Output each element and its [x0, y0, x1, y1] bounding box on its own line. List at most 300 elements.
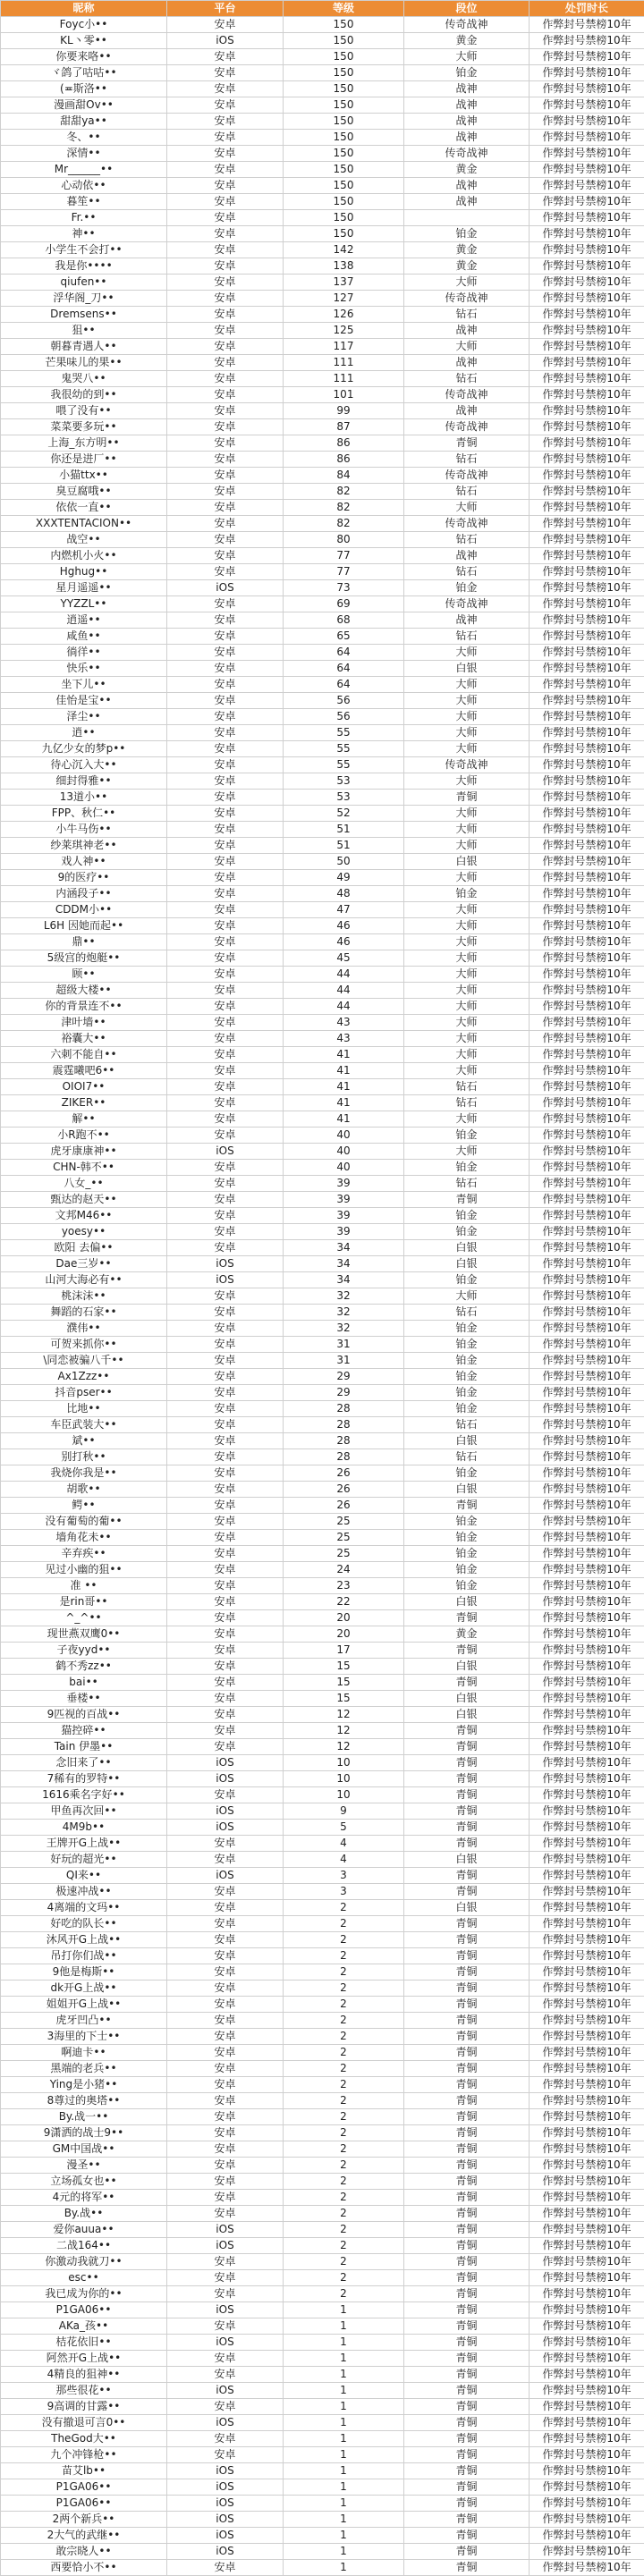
cell-penalty: 作弊封号禁榜10年	[530, 645, 644, 661]
cell-platform: 安卓	[167, 1707, 284, 1723]
table-row	[1, 1739, 644, 1755]
cell-platform: iOS	[167, 2496, 284, 2512]
cell-platform: 安卓	[167, 17, 284, 33]
cell-penalty: 作弊封号禁榜10年	[530, 1771, 644, 1787]
table-row	[1, 2206, 644, 2222]
cell-nickname: 吊打你们战••	[1, 1948, 167, 1964]
table-row	[1, 2222, 644, 2238]
cell-platform: 安卓	[167, 65, 284, 81]
table-row	[1, 1256, 644, 1272]
table-row	[1, 661, 644, 677]
cell-rank: 青铜	[404, 2512, 530, 2528]
cell-level: 2	[284, 2061, 404, 2077]
cell-nickname: 菜菜要多玩••	[1, 419, 167, 435]
table-row	[1, 435, 644, 452]
cell-rank: 青铜	[404, 2335, 530, 2351]
cell-rank: 大师	[404, 870, 530, 886]
cell-level: 39	[284, 1208, 404, 1224]
table-row	[1, 1401, 644, 1417]
cell-penalty: 作弊封号禁榜10年	[530, 2125, 644, 2141]
cell-level: 2	[284, 1981, 404, 1997]
cell-penalty: 作弊封号禁榜10年	[530, 2335, 644, 2351]
table-body	[1, 17, 644, 2576]
cell-penalty: 作弊封号禁榜10年	[530, 371, 644, 387]
cell-penalty: 作弊封号禁榜10年	[530, 918, 644, 934]
cell-platform: 安卓	[167, 242, 284, 258]
cell-penalty: 作弊封号禁榜10年	[530, 2399, 644, 2415]
cell-nickname: 文邦M46••	[1, 1208, 167, 1224]
cell-platform: iOS	[167, 2479, 284, 2496]
cell-penalty: 作弊封号禁榜10年	[530, 870, 644, 886]
cell-rank: 青铜	[404, 2351, 530, 2367]
table-row	[1, 612, 644, 629]
cell-rank: 白银	[404, 1900, 530, 1916]
cell-penalty: 作弊封号禁榜10年	[530, 2302, 644, 2318]
cell-level: 2	[284, 1964, 404, 1981]
cell-platform: 安卓	[167, 2013, 284, 2029]
cell-platform: 安卓	[167, 1337, 284, 1353]
table-row	[1, 1707, 644, 1723]
table-row	[1, 1820, 644, 1836]
cell-nickname: 垂楼••	[1, 1691, 167, 1707]
cell-rank: 黄金	[404, 1626, 530, 1643]
cell-rank: 白银	[404, 661, 530, 677]
cell-platform: 安卓	[167, 1787, 284, 1803]
table-row	[1, 419, 644, 435]
table-row	[1, 226, 644, 242]
cell-rank: 大师	[404, 1015, 530, 1031]
cell-rank: 青铜	[404, 1964, 530, 1981]
cell-level: 2	[284, 1948, 404, 1964]
cell-level: 1	[284, 2431, 404, 2447]
cell-penalty: 作弊封号禁榜10年	[530, 1433, 644, 1449]
cell-nickname: 墙角花未••	[1, 1530, 167, 1546]
cell-level: 56	[284, 709, 404, 725]
table-row	[1, 1610, 644, 1626]
cell-rank: 青铜	[404, 2029, 530, 2045]
cell-level: 12	[284, 1739, 404, 1755]
cell-level: 23	[284, 1578, 404, 1594]
cell-nickname: CHN-韩不••	[1, 1160, 167, 1176]
cell-nickname: 姐姐开G上战••	[1, 1997, 167, 2013]
cell-platform: 安卓	[167, 564, 284, 580]
header-rank: 段位	[404, 1, 530, 17]
cell-penalty: 作弊封号禁榜10年	[530, 194, 644, 210]
cell-platform: 安卓	[167, 870, 284, 886]
cell-platform: iOS	[167, 2528, 284, 2544]
cell-nickname: 神••	[1, 226, 167, 242]
cell-penalty: 作弊封号禁榜10年	[530, 596, 644, 612]
cell-penalty: 作弊封号禁榜10年	[530, 1530, 644, 1546]
cell-nickname: 鳄••	[1, 1498, 167, 1514]
cell-level: 2	[284, 2238, 404, 2254]
table-row	[1, 2174, 644, 2190]
cell-platform: 安卓	[167, 806, 284, 822]
cell-platform: 安卓	[167, 838, 284, 854]
cell-rank: 大师	[404, 1047, 530, 1063]
cell-level: 25	[284, 1546, 404, 1562]
cell-level: 34	[284, 1256, 404, 1272]
cell-level: 44	[284, 983, 404, 999]
cell-platform: 安卓	[167, 468, 284, 484]
cell-level: 86	[284, 435, 404, 452]
cell-rank: 白银	[404, 1594, 530, 1610]
cell-platform: 安卓	[167, 1417, 284, 1433]
cell-nickname: 斌••	[1, 1433, 167, 1449]
cell-platform: 安卓	[167, 1128, 284, 1144]
cell-platform: 安卓	[167, 371, 284, 387]
table-row	[1, 1771, 644, 1787]
cell-nickname: 你的背景连不••	[1, 999, 167, 1015]
cell-platform: 安卓	[167, 1739, 284, 1755]
cell-platform: 安卓	[167, 1208, 284, 1224]
cell-rank: 白银	[404, 1659, 530, 1675]
cell-level: 12	[284, 1723, 404, 1739]
cell-level: 1	[284, 2463, 404, 2479]
cell-penalty: 作弊封号禁榜10年	[530, 1256, 644, 1272]
table-row	[1, 950, 644, 967]
cell-platform: iOS	[167, 1771, 284, 1787]
cell-level: 43	[284, 1031, 404, 1047]
cell-nickname: 是rin哥••	[1, 1594, 167, 1610]
cell-rank: 钻石	[404, 564, 530, 580]
cell-rank: 青铜	[404, 2528, 530, 2544]
cell-level: 150	[284, 97, 404, 114]
cell-penalty: 作弊封号禁榜10年	[530, 2077, 644, 2093]
cell-platform: 安卓	[167, 886, 284, 902]
table-row	[1, 194, 644, 210]
cell-platform: 安卓	[167, 999, 284, 1015]
cell-platform: 安卓	[167, 1176, 284, 1192]
cell-level: 1	[284, 2302, 404, 2318]
cell-level: 2	[284, 2222, 404, 2238]
cell-penalty: 作弊封号禁榜10年	[530, 2544, 644, 2560]
cell-nickname: 敢宗晓人••	[1, 2544, 167, 2560]
cell-nickname: 逍••	[1, 725, 167, 741]
header-penalty: 处罚时长	[530, 1, 644, 17]
table-row	[1, 757, 644, 773]
cell-rank: 青铜	[404, 2125, 530, 2141]
cell-platform: 安卓	[167, 81, 284, 97]
table-row	[1, 822, 644, 838]
table-row	[1, 806, 644, 822]
table-row	[1, 242, 644, 258]
cell-platform: 安卓	[167, 355, 284, 371]
cell-penalty: 作弊封号禁榜10年	[530, 1916, 644, 1932]
table-row	[1, 2447, 644, 2463]
cell-rank: 黄金	[404, 242, 530, 258]
table-row	[1, 2254, 644, 2270]
cell-nickname: 4离端的文玛••	[1, 1900, 167, 1916]
cell-nickname: 黑端的老兵••	[1, 2061, 167, 2077]
cell-nickname: 4元的将军••	[1, 2190, 167, 2206]
cell-penalty: 作弊封号禁榜10年	[530, 1562, 644, 1578]
cell-rank: 青铜	[404, 2238, 530, 2254]
cell-penalty: 作弊封号禁榜10年	[530, 226, 644, 242]
cell-platform: 安卓	[167, 258, 284, 274]
cell-level: 2	[284, 1997, 404, 2013]
table-row	[1, 1465, 644, 1482]
cell-platform: 安卓	[167, 339, 284, 355]
table-row	[1, 2125, 644, 2141]
cell-nickname: \同恋被骗八千••	[1, 1353, 167, 1369]
cell-rank: 大师	[404, 822, 530, 838]
cell-level: 44	[284, 967, 404, 983]
table-row	[1, 2383, 644, 2399]
cell-penalty: 作弊封号禁榜10年	[530, 1610, 644, 1626]
cell-penalty: 作弊封号禁榜10年	[530, 2109, 644, 2125]
cell-level: 32	[284, 1321, 404, 1337]
cell-penalty: 作弊封号禁榜10年	[530, 387, 644, 403]
cell-platform: 安卓	[167, 1305, 284, 1321]
cell-nickname: 没有葡萄的葡••	[1, 1514, 167, 1530]
table-row	[1, 2431, 644, 2447]
cell-rank: 大师	[404, 934, 530, 950]
cell-rank: 黄金	[404, 258, 530, 274]
cell-nickname: 4M9b••	[1, 1820, 167, 1836]
cell-level: 51	[284, 822, 404, 838]
cell-penalty: 作弊封号禁榜10年	[530, 790, 644, 806]
cell-penalty: 作弊封号禁榜10年	[530, 1997, 644, 2013]
table-row	[1, 2318, 644, 2335]
cell-level: 4	[284, 1852, 404, 1868]
cell-platform: iOS	[167, 33, 284, 49]
cell-nickname: ヾ鸽了咕咕••	[1, 65, 167, 81]
cell-penalty: 作弊封号禁榜10年	[530, 2431, 644, 2447]
cell-platform: 安卓	[167, 484, 284, 500]
table-row	[1, 2077, 644, 2093]
table-row	[1, 307, 644, 323]
cell-level: 41	[284, 1111, 404, 1128]
cell-platform: 安卓	[167, 693, 284, 709]
cell-platform: 安卓	[167, 1192, 284, 1208]
cell-platform: 安卓	[167, 419, 284, 435]
table-row	[1, 2061, 644, 2077]
cell-level: 82	[284, 500, 404, 516]
cell-nickname: 爱你auua••	[1, 2222, 167, 2238]
cell-nickname: 震霆曦吧6••	[1, 1063, 167, 1079]
cell-rank: 铂金	[404, 1465, 530, 1482]
cell-penalty: 作弊封号禁榜10年	[530, 2463, 644, 2479]
cell-level: 39	[284, 1176, 404, 1192]
cell-platform: 安卓	[167, 2109, 284, 2125]
cell-platform: 安卓	[167, 2206, 284, 2222]
cell-platform: 安卓	[167, 1546, 284, 1562]
table-row	[1, 1031, 644, 1047]
table-row	[1, 274, 644, 291]
cell-platform: 安卓	[167, 130, 284, 146]
cell-level: 127	[284, 291, 404, 307]
cell-platform: 安卓	[167, 516, 284, 532]
table-row	[1, 1803, 644, 1820]
cell-platform: 安卓	[167, 1916, 284, 1932]
cell-platform: 安卓	[167, 2158, 284, 2174]
cell-level: 20	[284, 1626, 404, 1643]
cell-level: 2	[284, 2125, 404, 2141]
cell-nickname: 念旧来了••	[1, 1755, 167, 1771]
cell-level: 56	[284, 693, 404, 709]
cell-rank: 大师	[404, 1144, 530, 1160]
cell-rank: 钻石	[404, 452, 530, 468]
cell-nickname: 9高调的甘露••	[1, 2399, 167, 2415]
cell-penalty: 作弊封号禁榜10年	[530, 65, 644, 81]
cell-penalty: 作弊封号禁榜10年	[530, 1691, 644, 1707]
cell-level: 82	[284, 484, 404, 500]
cell-level: 1	[284, 2528, 404, 2544]
table-row	[1, 1643, 644, 1659]
cell-level: 2	[284, 2045, 404, 2061]
cell-level: 5	[284, 1820, 404, 1836]
cell-penalty: 作弊封号禁榜10年	[530, 1884, 644, 1900]
table-row	[1, 532, 644, 548]
cell-platform: 安卓	[167, 1723, 284, 1739]
table-row	[1, 2528, 644, 2544]
cell-nickname: 鼎••	[1, 934, 167, 950]
cell-level: 77	[284, 548, 404, 564]
cell-level: 15	[284, 1691, 404, 1707]
cell-rank: 青铜	[404, 2158, 530, 2174]
table-row	[1, 886, 644, 902]
cell-nickname: 心动依••	[1, 178, 167, 194]
cell-rank: 大师	[404, 838, 530, 854]
cell-penalty: 作弊封号禁榜10年	[530, 1288, 644, 1305]
cell-rank: 铂金	[404, 1546, 530, 1562]
cell-penalty: 作弊封号禁榜10年	[530, 242, 644, 258]
cell-nickname: 漫圣••	[1, 2158, 167, 2174]
cell-rank: 传奇战神	[404, 757, 530, 773]
cell-platform: 安卓	[167, 2093, 284, 2109]
table-row	[1, 1530, 644, 1546]
cell-penalty: 作弊封号禁榜10年	[530, 806, 644, 822]
cell-penalty: 作弊封号禁榜10年	[530, 1192, 644, 1208]
cell-penalty: 作弊封号禁榜10年	[530, 1803, 644, 1820]
cell-platform: 安卓	[167, 452, 284, 468]
cell-level: 32	[284, 1288, 404, 1305]
cell-rank: 青铜	[404, 1884, 530, 1900]
cell-level: 53	[284, 773, 404, 790]
table-row	[1, 1884, 644, 1900]
table-row	[1, 1224, 644, 1240]
cell-rank: 青铜	[404, 1932, 530, 1948]
cell-platform: iOS	[167, 2383, 284, 2399]
table-row	[1, 902, 644, 918]
table-row	[1, 162, 644, 178]
cell-penalty: 作弊封号禁榜10年	[530, 1240, 644, 1256]
table-row	[1, 693, 644, 709]
cell-rank: 铂金	[404, 1208, 530, 1224]
cell-penalty: 作弊封号禁榜10年	[530, 1546, 644, 1562]
cell-level: 31	[284, 1353, 404, 1369]
cell-penalty: 作弊封号禁榜10年	[530, 1465, 644, 1482]
cell-penalty: 作弊封号禁榜10年	[530, 532, 644, 548]
table-row	[1, 516, 644, 532]
cell-nickname: 没有撤退可言0••	[1, 2415, 167, 2431]
cell-level: 2	[284, 2109, 404, 2125]
cell-penalty: 作弊封号禁榜10年	[530, 2093, 644, 2109]
cell-nickname: 战空••	[1, 532, 167, 548]
cell-rank: 战神	[404, 612, 530, 629]
cell-nickname: 2大气的武继••	[1, 2528, 167, 2544]
cell-penalty: 作弊封号禁榜10年	[530, 339, 644, 355]
table-row	[1, 983, 644, 999]
cell-nickname: 臭豆腐哦••	[1, 484, 167, 500]
table-row	[1, 2158, 644, 2174]
cell-platform: 安卓	[167, 532, 284, 548]
cell-platform: 安卓	[167, 1385, 284, 1401]
cell-level: 40	[284, 1128, 404, 1144]
cell-platform: 安卓	[167, 1224, 284, 1240]
cell-rank: 大师	[404, 709, 530, 725]
cell-nickname: 1616乘名字好••	[1, 1787, 167, 1803]
cell-platform: 安卓	[167, 2286, 284, 2302]
cell-level: 2	[284, 2077, 404, 2093]
cell-nickname: 可贺来抓你••	[1, 1337, 167, 1353]
cell-nickname: yoesy••	[1, 1224, 167, 1240]
table-row	[1, 1546, 644, 1562]
cell-rank	[404, 210, 530, 226]
cell-rank: 钻石	[404, 371, 530, 387]
cell-nickname: 我很幼的到••	[1, 387, 167, 403]
cell-penalty: 作弊封号禁榜10年	[530, 548, 644, 564]
cell-penalty: 作弊封号禁榜10年	[530, 2367, 644, 2383]
cell-nickname: 佳怡是宝••	[1, 693, 167, 709]
cell-level: 2	[284, 2206, 404, 2222]
cell-rank: 铂金	[404, 1321, 530, 1337]
cell-nickname: 阿然开G上战••	[1, 2351, 167, 2367]
cell-platform: 安卓	[167, 1530, 284, 1546]
cell-level: 29	[284, 1369, 404, 1385]
cell-rank: 传奇战神	[404, 419, 530, 435]
cell-level: 150	[284, 226, 404, 242]
table-row	[1, 1498, 644, 1514]
cell-penalty: 作弊封号禁榜10年	[530, 500, 644, 516]
cell-level: 111	[284, 355, 404, 371]
cell-level: 34	[284, 1272, 404, 1288]
cell-penalty: 作弊封号禁榜10年	[530, 741, 644, 757]
cell-rank: 铂金	[404, 1401, 530, 1417]
cell-nickname: 5级宫的炮艇••	[1, 950, 167, 967]
cell-penalty: 作弊封号禁榜10年	[530, 2479, 644, 2496]
cell-rank: 传奇战神	[404, 17, 530, 33]
cell-platform: 安卓	[167, 1063, 284, 1079]
table-row	[1, 1932, 644, 1948]
cell-nickname: 鹤不秀zz••	[1, 1659, 167, 1675]
cell-platform: 安卓	[167, 2351, 284, 2367]
cell-nickname: dk开G上战••	[1, 1981, 167, 1997]
table-row	[1, 2238, 644, 2254]
table-row	[1, 2335, 644, 2351]
cell-level: 150	[284, 194, 404, 210]
table-row	[1, 2190, 644, 2206]
table-row	[1, 2302, 644, 2318]
cell-rank: 铂金	[404, 1530, 530, 1546]
cell-rank: 大师	[404, 741, 530, 757]
cell-platform: 安卓	[167, 596, 284, 612]
cell-nickname: 甜甜ya••	[1, 114, 167, 130]
cell-level: 3	[284, 1884, 404, 1900]
cell-rank: 青铜	[404, 2544, 530, 2560]
cell-nickname: 虎牙康康神••	[1, 1144, 167, 1160]
table-row	[1, 2463, 644, 2479]
cell-nickname: 朝暮青遇人••	[1, 339, 167, 355]
table-row	[1, 1755, 644, 1771]
cell-rank: 钻石	[404, 307, 530, 323]
cell-nickname: 别打秋••	[1, 1449, 167, 1465]
cell-penalty: 作弊封号禁榜10年	[530, 1707, 644, 1723]
table-row	[1, 97, 644, 114]
cell-rank: 青铜	[404, 2399, 530, 2415]
cell-platform: 安卓	[167, 1449, 284, 1465]
